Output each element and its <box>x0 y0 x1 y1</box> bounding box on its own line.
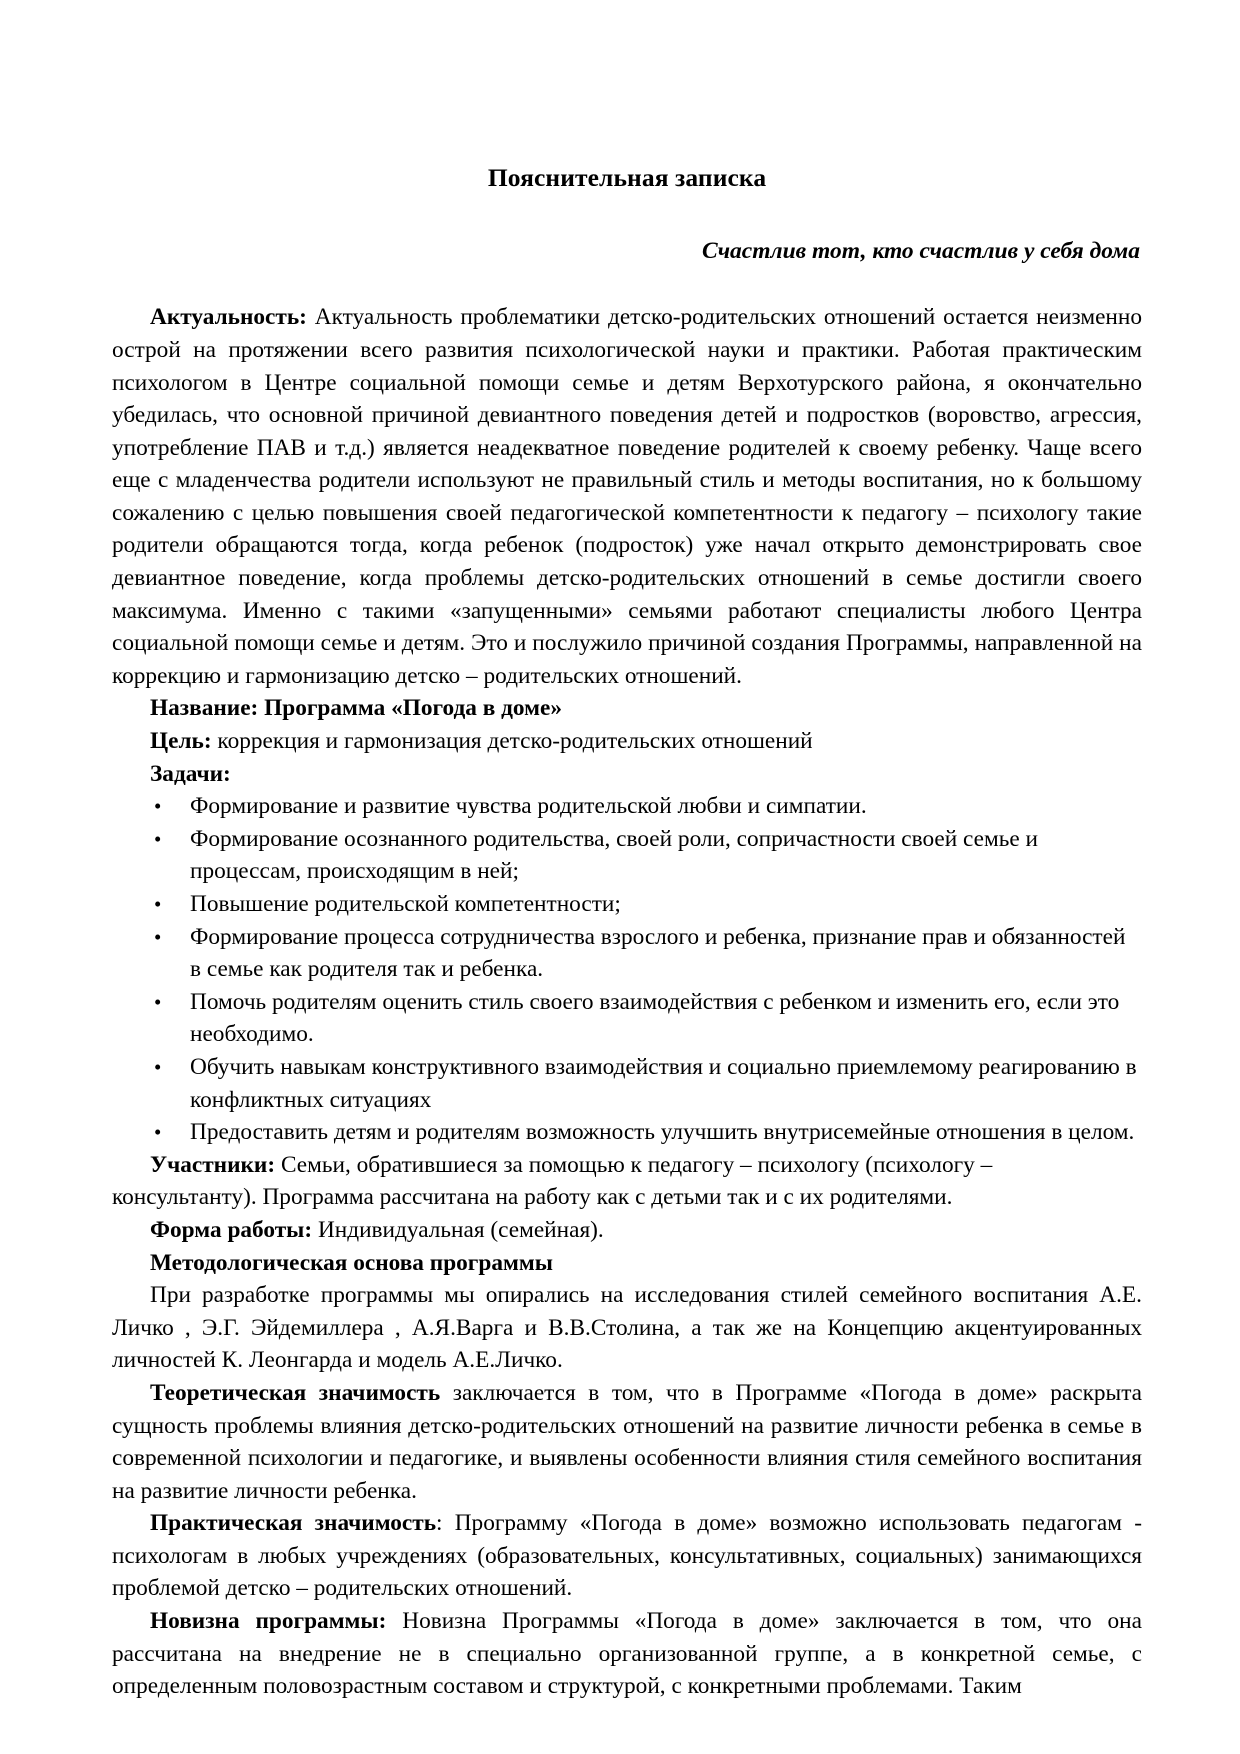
label-practical: Практическая значимость <box>150 1510 437 1537</box>
text-methodology: При разработке программы мы опирались на исследования стилей семейного воспитания А.Е. Личко , Э.Г. Эйдемиллера , А.Я.Варга и В.В.Столина, а так же на Концепцию акцентуированных личностей К. Леонгарда и модель А.Е.Личко. <box>112 1282 1142 1374</box>
text-theoretical: заключается в том, что в Программе «Погода в доме» раскрыта сущность проблемы влияния детско-родительских отношений на развитие личности ребенка в семье в современной психологии и педагогике, и выявлены особенности влияния стиля семейного воспитания на развитие личности ребенка. <box>112 1379 1142 1504</box>
text-goal: коррекция и гармонизация детско-родительских отношений <box>211 728 813 755</box>
label-tasks: Задачи: <box>150 760 231 787</box>
list-item <box>112 1116 1142 1149</box>
bullet-icon: • <box>154 892 162 917</box>
tasks-list <box>112 790 1142 1149</box>
line-program-name <box>112 692 1142 725</box>
epigraph: Счастлив тот, кто счастлив у себя дома <box>702 238 1140 265</box>
list-item-label: Формирование и развитие чувства родительской любви и симпатии. <box>190 793 867 820</box>
text-participants: Семьи, обратившиеся за помощью к педагогу – психологу (психологу – консультанту). Программа рассчитана на работу как с детьми так и с их родителями. <box>112 1151 993 1211</box>
list-item <box>112 823 1142 888</box>
text-relevance: Актуальность проблематики детско-родительских отношений остается неизменно острой на протяжении всего развития психологической науки и практики. Работая практическим психологом в Центре социальной помощи семье и детям Верхотурского района, я окончательно убедилась, что основной причиной девиантного поведения детей и подростков (воровство, агрессия, употребление ПАВ и т.д.) является неадекватное поведение родителей к своему ребенку. Чаще всего еще с младенчества родители используют не правильный стиль и методы воспитания, но к большому сожалению с целью повышения своей педагогической компетентности к педагогу – психологу такие родители обращаются тогда, когда ребенок (подросток) уже начал открыто демонстрировать свое девиантное поведение, когда проблемы детско-родительских отношений в семье достигли своего максимума. Именно с такими «запущенными» семьями работают специалисты любого Центра социальной помощи семье и детям. Это и послужило причиной создания Программы, направленной на коррекцию и гармонизацию детско – родительских отношений. <box>112 304 1142 689</box>
heading-methodology <box>112 1247 1142 1280</box>
heading-tasks <box>112 758 1142 791</box>
bullet-icon: • <box>154 924 162 949</box>
list-item <box>112 986 1142 1051</box>
bullet-icon: • <box>154 989 162 1014</box>
line-work-form <box>112 1214 1142 1247</box>
paragraph-novelty <box>112 1605 1142 1703</box>
label-theoretical: Теоретическая значимость <box>150 1379 441 1406</box>
list-item <box>112 888 1142 921</box>
list-item-label: Предоставить детям и родителям возможность улучшить внутрисемейные отношения в целом. <box>190 1119 1135 1146</box>
list-item <box>112 790 1142 823</box>
label-novelty: Новизна программы: <box>150 1608 387 1635</box>
text-practical: : Программу «Погода в доме» возможно использовать педагогам - психологам в любых учреждениях (образовательных, консультативных, социальных) занимающихся проблемой детско – родительских отношений. <box>112 1510 1142 1602</box>
label-relevance: Актуальность: <box>150 304 307 331</box>
text-novelty: Новизна Программы «Погода в доме» заключается в том, что она рассчитана на внедрение не в специально организованной группе, а в конкретной семье, с определенным половозрастным составом и структурой, с конкретными проблемами. Таким <box>112 1608 1142 1700</box>
bullet-icon: • <box>154 826 162 851</box>
bullet-icon: • <box>154 1120 162 1145</box>
bullet-icon: • <box>154 1054 162 1079</box>
list-item <box>112 921 1142 986</box>
list-item-label: Помочь родителям оценить стиль своего взаимодействия с ребенком и изменить его, если это необходимо. <box>190 988 1120 1048</box>
paragraph-practical <box>112 1507 1142 1605</box>
list-item-label: Формирование осознанного родительства, своей роли, сопричастности своей семье и процессам, происходящим в ней; <box>190 825 1039 885</box>
paragraph-participants <box>112 1149 1142 1214</box>
list-item-label: Повышение родительской компетентности; <box>190 891 621 918</box>
label-methodology: Методологическая основа программы <box>150 1249 553 1276</box>
bullet-icon: • <box>154 794 162 819</box>
label-work-form: Форма работы: <box>150 1216 313 1243</box>
text-work-form: Индивидуальная (семейная). <box>312 1216 604 1243</box>
label-goal: Цель: <box>150 728 212 755</box>
paragraph-methodology <box>112 1279 1142 1377</box>
list-item-label: Формирование процесса сотрудничества взрослого и ребенка, признание прав и обязанностей в семье как родителя так и ребенка. <box>190 923 1126 983</box>
list-item <box>112 1051 1142 1116</box>
paragraph-theoretical <box>112 1377 1142 1507</box>
list-item-label: Обучить навыкам конструктивного взаимодействия и социально приемлемому реагированию в конфликтных ситуациях <box>190 1053 1137 1113</box>
label-program-name: Название: Программа «Погода в доме» <box>150 695 562 722</box>
page-title: Пояснительная записка <box>487 163 767 192</box>
label-participants: Участники: <box>150 1151 276 1178</box>
line-goal <box>112 725 1142 758</box>
paragraph-relevance <box>112 301 1142 692</box>
